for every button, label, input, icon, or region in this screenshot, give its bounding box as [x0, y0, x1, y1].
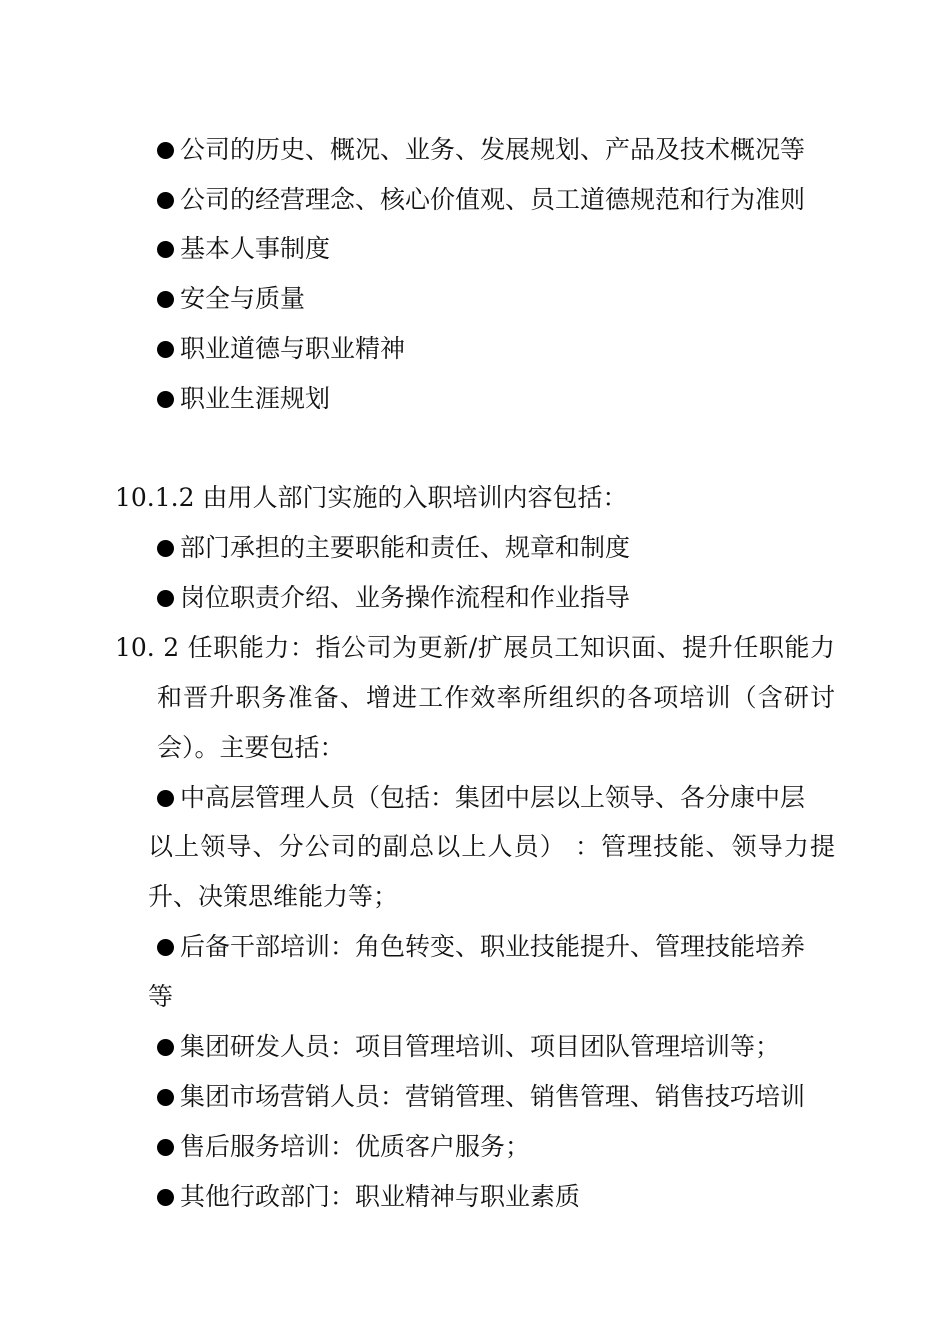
- list-item-continuation: 以上领导、分公司的副总以上人员） ：管理技能、领导力提: [148, 832, 835, 861]
- list-item: 基本人事制度: [157, 232, 330, 266]
- bullet-icon: [157, 1039, 174, 1056]
- list-item-continuation: 等: [148, 982, 174, 1011]
- list-item: 安全与质量: [157, 282, 305, 316]
- list-item: 部门承担的主要职能和责任、规章和制度: [157, 531, 630, 565]
- bullet-icon: [157, 1089, 174, 1106]
- section-heading-10-2-continuation: 和晋升职务准备、增进工作效率所组织的各项培训（含研讨: [157, 683, 835, 712]
- list-item-continuation: 升、决策思维能力等；: [148, 882, 399, 911]
- list-item: 集团研发人员：项目管理培训、项目团队管理培训等；: [157, 1030, 780, 1064]
- bullet-icon: [157, 142, 174, 159]
- section-heading-10-2: 10. 2 任职能力：指公司为更新/扩展员工知识面、提升任职能力: [115, 633, 835, 662]
- bullet-icon: [157, 590, 174, 607]
- bullet-icon: [157, 790, 174, 807]
- list-item: 售后服务培训：优质客户服务；: [157, 1130, 530, 1164]
- list-item: 岗位职责介绍、业务操作流程和作业指导: [157, 581, 630, 615]
- section-heading-10-1-2: 10.1.2 由用人部门实施的入职培训内容包括：: [115, 483, 628, 512]
- list-item: 集团市场营销人员：营销管理、销售管理、销售技巧培训: [157, 1080, 805, 1114]
- bullet-icon: [157, 291, 174, 308]
- bullet-icon: [157, 241, 174, 258]
- list-item: 职业道德与职业精神: [157, 332, 405, 366]
- list-item: 其他行政部门：职业精神与职业素质: [157, 1180, 580, 1214]
- list-item: 公司的历史、概况、业务、发展规划、产品及技术概况等: [157, 133, 805, 167]
- bullet-icon: [157, 1189, 174, 1206]
- list-item: 中高层管理人员（包括：集团中层以上领导、各分康中层: [157, 781, 805, 815]
- list-item: 后备干部培训：角色转变、职业技能提升、管理技能培养: [157, 930, 805, 964]
- bullet-icon: [157, 540, 174, 557]
- bullet-icon: [157, 939, 174, 956]
- bullet-icon: [157, 1139, 174, 1156]
- bullet-icon: [157, 391, 174, 408]
- section-heading-10-2-continuation: 会）。主要包括：: [157, 733, 345, 762]
- bullet-icon: [157, 341, 174, 358]
- list-item: 职业生涯规划: [157, 382, 330, 416]
- list-item: 公司的经营理念、核心价值观、员工道德规范和行为准则: [157, 183, 805, 217]
- bullet-icon: [157, 192, 174, 209]
